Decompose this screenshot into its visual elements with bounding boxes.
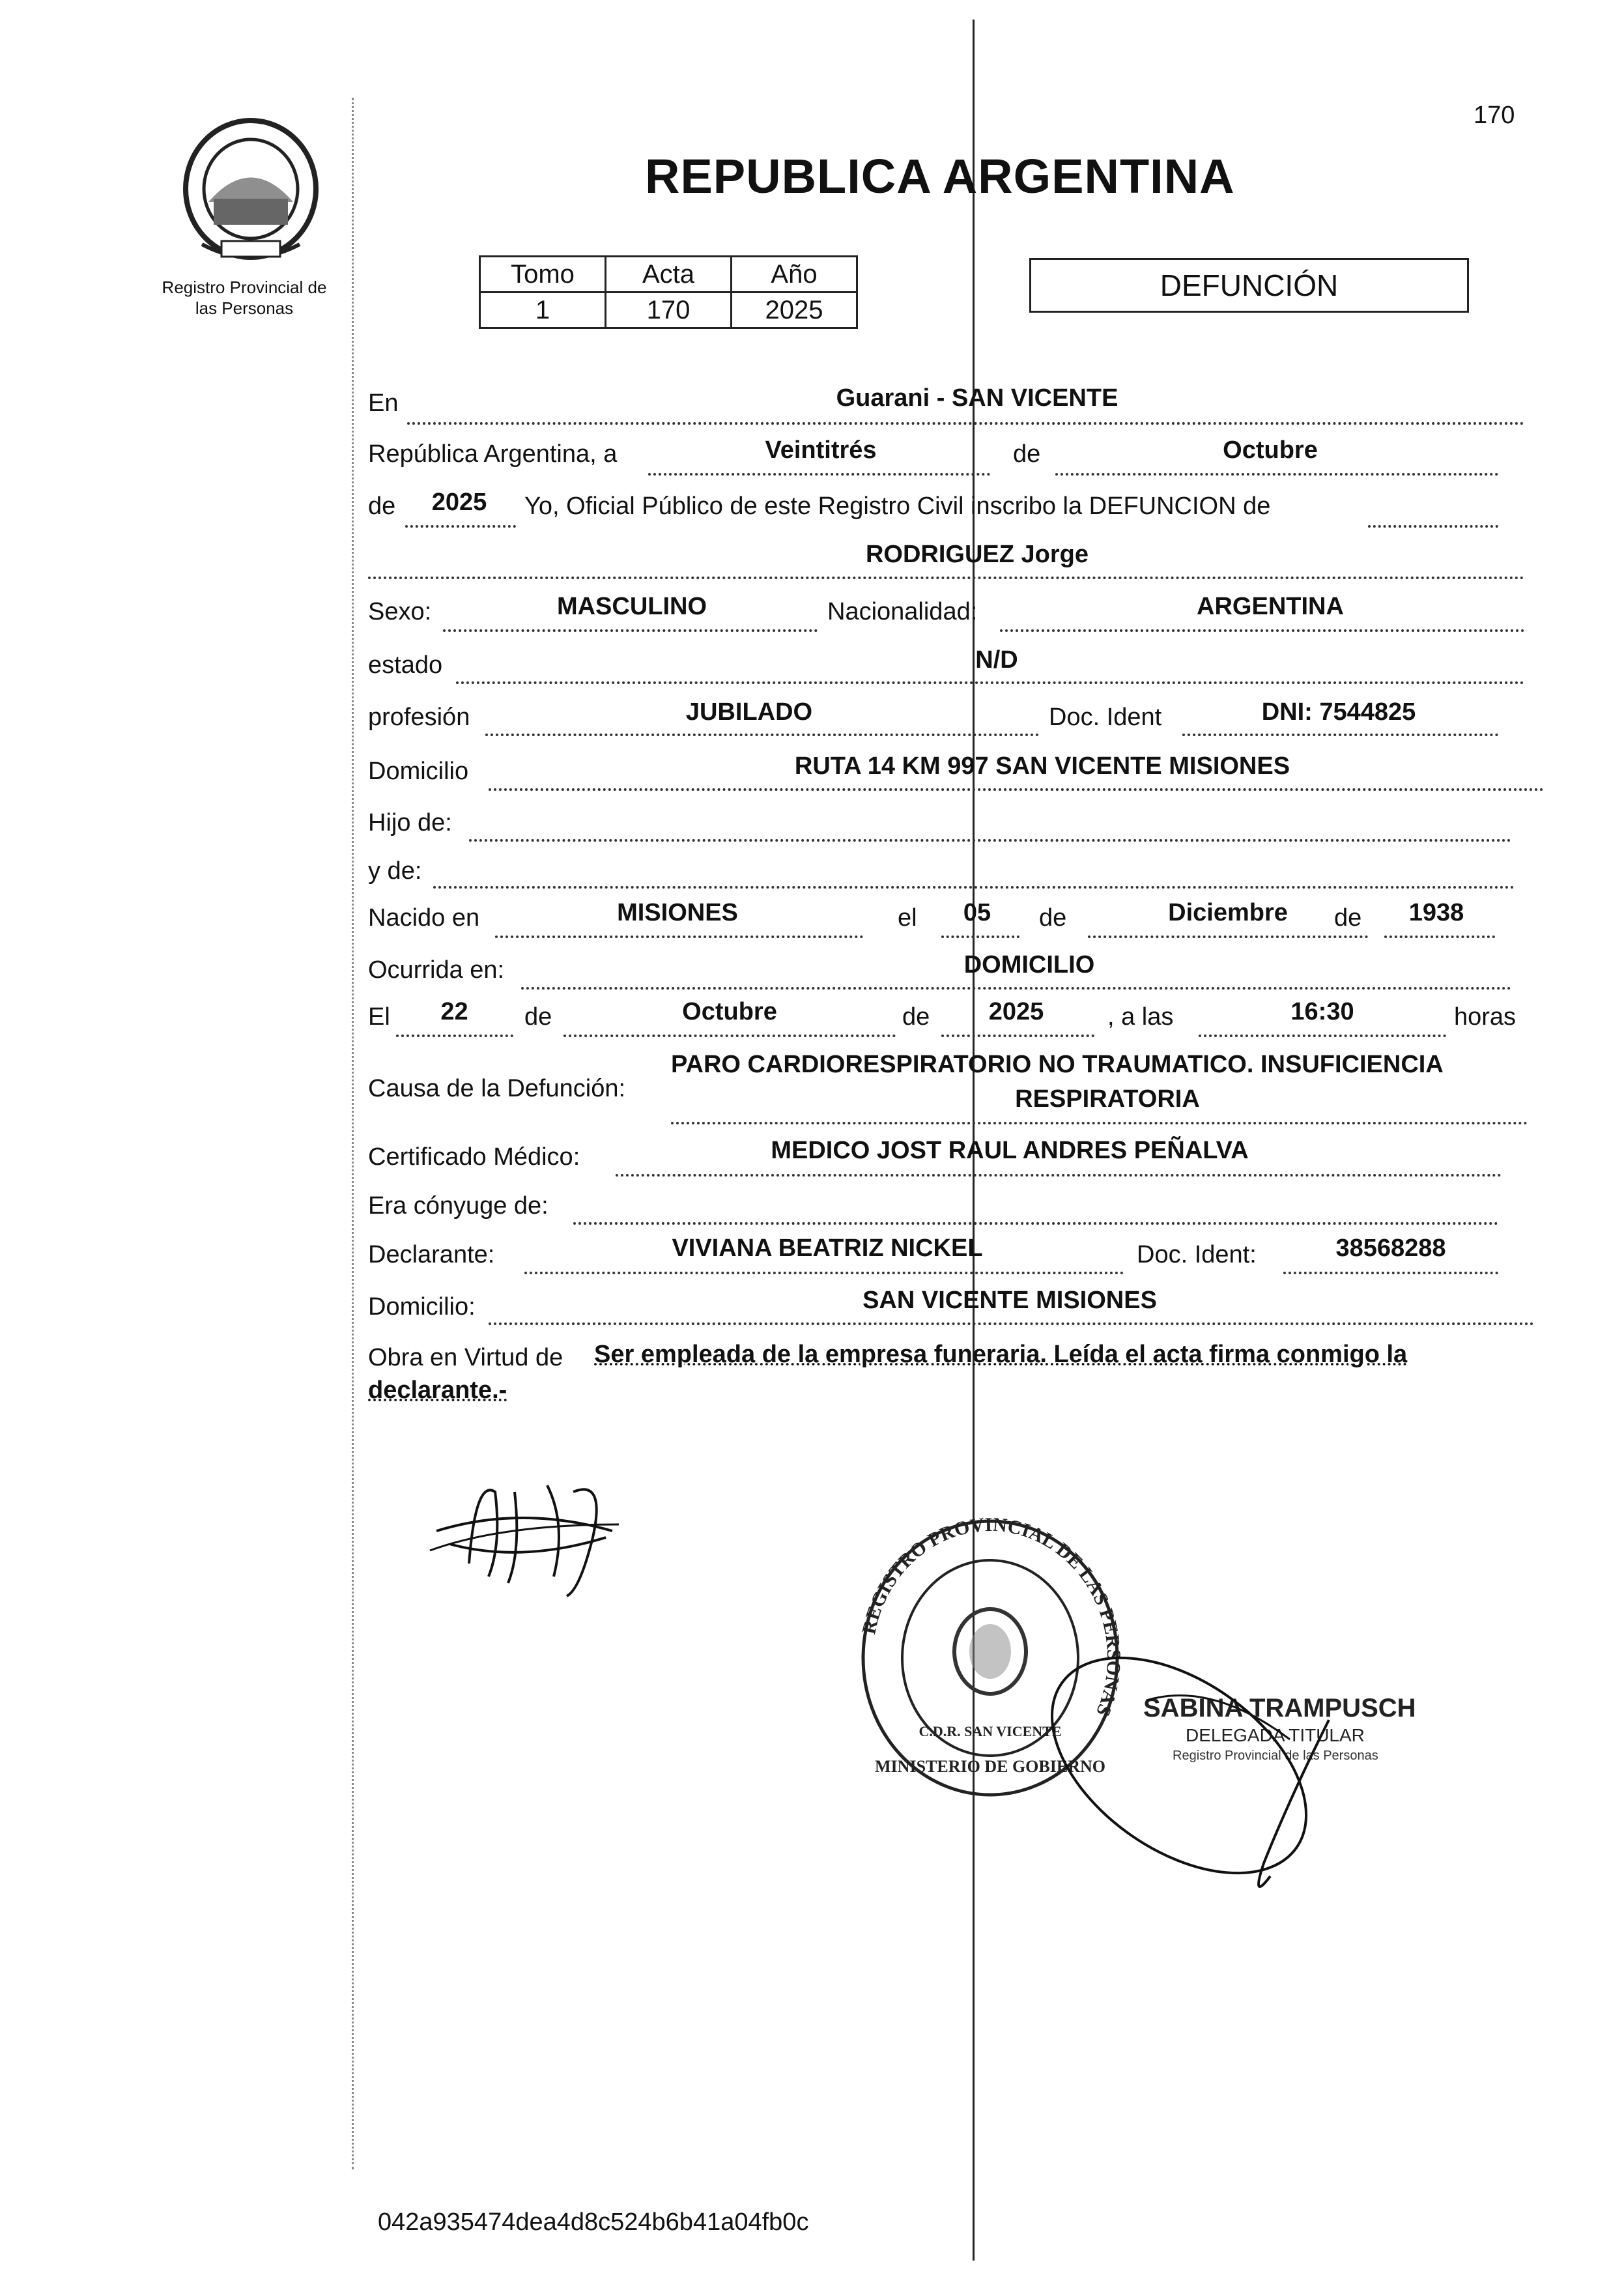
declarante-value: VIVIANA BEATRIZ NICKEL bbox=[672, 1235, 983, 1262]
obra-label: Obra en Virtud de bbox=[368, 1344, 563, 1371]
conyuge-label: Era cónyuge de: bbox=[368, 1192, 548, 1220]
de-label: de bbox=[1013, 440, 1041, 468]
nacido-mes-line bbox=[1088, 936, 1368, 938]
page-title: REPUBLICA ARGENTINA bbox=[645, 149, 1235, 203]
anio-value-text: 2025 bbox=[431, 489, 487, 516]
de6-label: de bbox=[902, 1003, 930, 1031]
hijo-label: Hijo de: bbox=[368, 809, 452, 836]
nacido-mes: Diciembre bbox=[1168, 899, 1288, 926]
estado-label: estado bbox=[368, 651, 443, 679]
fallec-mes-line bbox=[563, 1035, 896, 1037]
doc-label: Doc. Ident bbox=[1049, 704, 1162, 731]
nacido-anio-line bbox=[1384, 936, 1495, 938]
de3-label: de bbox=[1039, 904, 1067, 932]
certificado-value: MEDICO JOST RAUL ANDRES PEÑALVA bbox=[771, 1137, 1249, 1164]
hora-value: 16:30 bbox=[1290, 998, 1354, 1025]
obra-line1: Ser empleada de la empresa funeraria. Leída el acta firma conmigo la bbox=[594, 1341, 1408, 1368]
sexo-line bbox=[443, 629, 818, 632]
seal-bottom-text: MINISTERIO DE GOBIERNO bbox=[875, 1757, 1105, 1776]
nacido-dia-line bbox=[941, 936, 1019, 938]
ocurrida-line bbox=[521, 987, 1511, 990]
de4-label: de bbox=[1334, 904, 1362, 932]
domicilio2-label: Domicilio: bbox=[368, 1293, 476, 1321]
registry-caption-line2: las Personas bbox=[195, 298, 294, 318]
fallec-dia-line bbox=[396, 1035, 513, 1037]
registry-caption-line1: Registro Provincial de bbox=[162, 278, 327, 297]
republica-label: República Argentina, a bbox=[368, 440, 618, 468]
de5-label: de bbox=[524, 1003, 552, 1031]
domicilio-label: Domicilio bbox=[368, 758, 469, 785]
document-hash: 042a935474dea4d8c524b6b41a04fb0c bbox=[378, 2208, 809, 2236]
y-de-line bbox=[433, 886, 1515, 889]
officer-signature-icon bbox=[1016, 1550, 1420, 1915]
tomo-header: Tomo bbox=[480, 257, 606, 293]
nacionalidad-label: Nacionalidad: bbox=[827, 598, 978, 625]
fallec-dia: 22 bbox=[440, 998, 468, 1025]
doc2-value: 38568288 bbox=[1335, 1235, 1446, 1262]
estado-value: N/D bbox=[975, 646, 1018, 674]
hijo-line bbox=[469, 839, 1511, 842]
profesion-label: profesión bbox=[368, 704, 470, 731]
profesion-line bbox=[485, 734, 1039, 736]
nombre-line bbox=[368, 577, 1524, 579]
acta-value: 170 bbox=[606, 293, 732, 328]
certificado-label: Certificado Médico: bbox=[368, 1143, 580, 1171]
record-type-box: DEFUNCIÓN bbox=[1029, 258, 1469, 313]
nacionalidad-line bbox=[1000, 629, 1524, 632]
el2-label: El bbox=[368, 1003, 390, 1031]
hora-line bbox=[1199, 1035, 1446, 1037]
seal-ring-text: REGISTRO PROVINCIAL DE LAS PERSONAS bbox=[858, 1513, 1125, 1719]
conyuge-line bbox=[573, 1222, 1498, 1225]
anio-header: Año bbox=[732, 257, 857, 293]
estado-line bbox=[456, 681, 1524, 684]
el-label: el bbox=[898, 904, 917, 932]
mes-value: Octubre bbox=[1223, 436, 1318, 464]
causa-line bbox=[671, 1122, 1528, 1124]
horas-label: horas bbox=[1454, 1003, 1517, 1031]
officer-name: SABINA TRAMPUSCH bbox=[1143, 1694, 1416, 1722]
nombre-value: RODRIGUEZ Jorge bbox=[865, 541, 1089, 568]
page-number: 170 bbox=[1474, 102, 1515, 129]
doc2-line bbox=[1283, 1272, 1498, 1274]
mes-line bbox=[1055, 473, 1498, 476]
dia-line bbox=[648, 473, 990, 476]
en-label: En bbox=[368, 390, 399, 417]
sexo-value: MASCULINO bbox=[556, 593, 707, 620]
doc-line bbox=[1182, 734, 1498, 736]
domicilio-value: RUTA 14 KM 997 SAN VICENTE MISIONES bbox=[794, 752, 1290, 780]
nacido-dia: 05 bbox=[963, 899, 991, 926]
de2-label: de bbox=[368, 493, 396, 520]
anio-value: 2025 bbox=[732, 293, 857, 328]
fallec-anio-line bbox=[941, 1035, 1094, 1037]
domicilio2-value: SAN VICENTE MISIONES bbox=[862, 1287, 1157, 1314]
nacionalidad-value: ARGENTINA bbox=[1197, 593, 1344, 620]
officer-title: DELEGADA TITULAR bbox=[1186, 1725, 1365, 1745]
doc2-label: Doc. Ident: bbox=[1137, 1241, 1257, 1268]
nacido-line bbox=[495, 936, 863, 938]
sexo-label: Sexo: bbox=[368, 598, 432, 625]
a-las-label: , a las bbox=[1107, 1003, 1174, 1031]
domicilio-line bbox=[489, 788, 1544, 791]
declarant-signature-icon bbox=[423, 1466, 632, 1603]
doc-value: DNI: 7544825 bbox=[1261, 698, 1416, 726]
nacido-label: Nacido en bbox=[368, 904, 480, 932]
provincial-emblem-icon bbox=[176, 114, 326, 264]
en-line bbox=[407, 422, 1524, 425]
left-margin-perforation bbox=[352, 98, 354, 2169]
profesion-value: JUBILADO bbox=[685, 698, 813, 726]
causa-line2: RESPIRATORIA bbox=[1015, 1085, 1200, 1113]
dia-value: Veintitrés bbox=[765, 436, 877, 464]
nacido-anio: 1938 bbox=[1408, 899, 1464, 926]
seal-inner-text: C.D.R. SAN VICENTE bbox=[919, 1723, 1062, 1739]
obra-line2: declarante.- bbox=[368, 1377, 507, 1404]
ocurrida-label: Ocurrida en: bbox=[368, 956, 505, 984]
causa-label: Causa de la Defunción: bbox=[368, 1075, 626, 1102]
declarante-line bbox=[524, 1272, 1124, 1274]
causa-line1: PARO CARDIORESPIRATORIO NO TRAUMATICO. INSUFICIENCIA bbox=[671, 1051, 1444, 1078]
anio-line bbox=[405, 525, 516, 528]
oficial-tail-line bbox=[1368, 525, 1498, 528]
y-de-label: y de: bbox=[368, 857, 422, 885]
nacido-value: MISIONES bbox=[617, 899, 738, 926]
declarante-label: Declarante: bbox=[368, 1241, 495, 1268]
acta-header: Acta bbox=[606, 257, 732, 293]
fallec-mes: Octubre bbox=[682, 998, 777, 1025]
certificado-line bbox=[616, 1174, 1502, 1177]
tomo-value: 1 bbox=[480, 293, 606, 328]
fallec-anio: 2025 bbox=[988, 998, 1044, 1025]
ocurrida-value: DOMICILIO bbox=[963, 951, 1095, 978]
oficial-text: Yo, Oficial Público de este Registro Civil inscribo la DEFUNCION de bbox=[524, 493, 1271, 520]
record-table bbox=[479, 255, 858, 329]
registry-caption bbox=[147, 277, 342, 319]
domicilio2-line bbox=[489, 1322, 1534, 1325]
en-value: Guarani - SAN VICENTE bbox=[836, 384, 1118, 412]
officer-office: Registro Provincial de las Personas bbox=[1173, 1749, 1378, 1763]
